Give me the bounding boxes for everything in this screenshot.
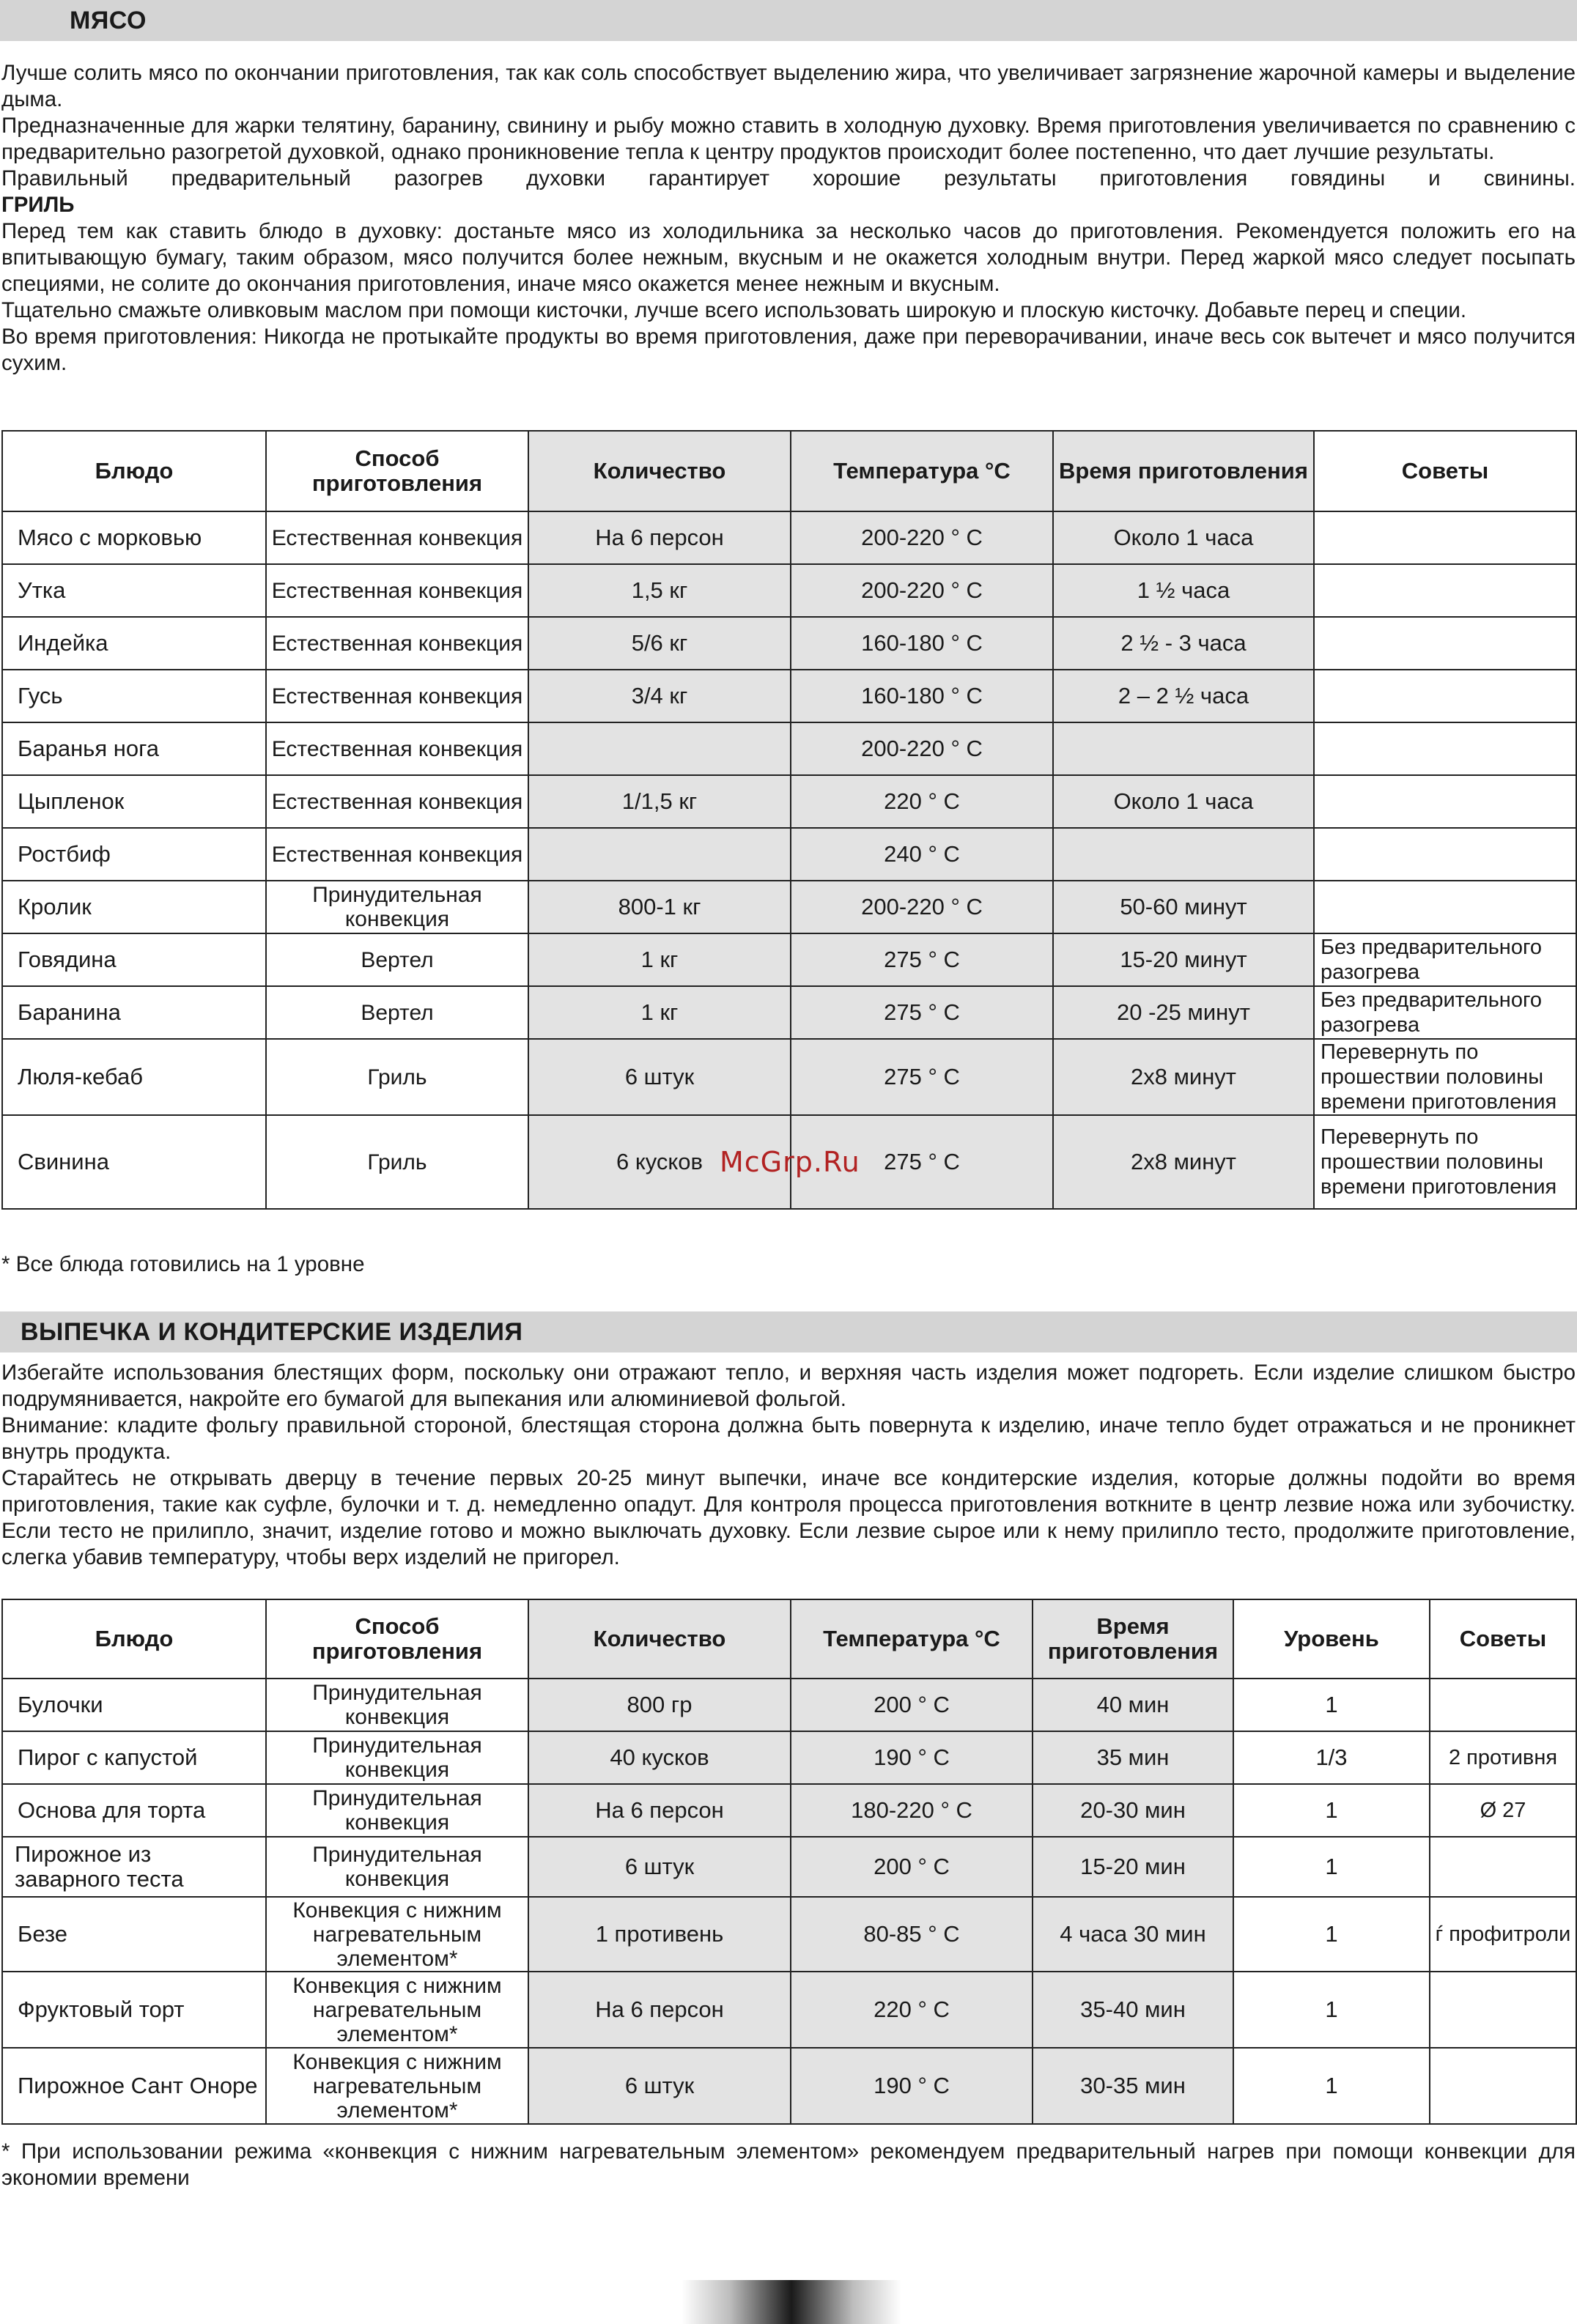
table-cell: 6 штук [528, 1039, 791, 1115]
table-row [2, 1897, 1576, 1972]
column-header: Время приготовления [1053, 431, 1314, 511]
table-cell: Гусь [2, 670, 266, 722]
table-cell: ѓ профитроли [1430, 1897, 1576, 1972]
table-cell [1314, 828, 1576, 881]
watermark-logo: McGrp.Ru [720, 1146, 860, 1178]
table-header-row [2, 1599, 1576, 1679]
column-header: Температура °C [791, 1599, 1033, 1679]
table-cell: 1 кг [528, 986, 791, 1039]
meat-footnote: * Все блюда готовились на 1 уровне [1, 1252, 365, 1276]
baking-intro-text [1, 1360, 1576, 1571]
table-cell: Естественная конвекция [266, 775, 528, 828]
table-cell: На 6 персон [528, 1972, 791, 2048]
table-cell: 800-1 кг [528, 881, 791, 933]
table-cell: Принудительная конвекция [266, 1731, 528, 1784]
table-cell: 240 ° C [791, 828, 1053, 881]
column-header: Блюдо [2, 431, 266, 511]
paragraph: Правильный предварительный разогрев духовки гарантирует хорошие результаты приготовления говядины и свинины. [1, 166, 1576, 190]
table-cell: 275 ° C [791, 986, 1053, 1039]
table-row [2, 1837, 1576, 1897]
table-cell: 40 мин [1033, 1679, 1233, 1731]
meat-intro-text [1, 60, 1576, 377]
paragraph: Предназначенные для жарки телятину, баранину, свинину и рыбу можно ставить в холодную духовку. Время приготовления увеличивается по сравнению с предварительно разогретой духовкой, однако проникновение тепла к центру продуктов происходит более постепенно, что дает лучшие результаты. [1, 114, 1576, 164]
table-cell: Ростбиф [2, 828, 266, 881]
table-cell: Принудительная конвекция [266, 881, 528, 933]
table-cell: 6 штук [528, 1837, 791, 1897]
table-cell: Свинина [2, 1115, 266, 1209]
table-row [2, 2048, 1576, 2124]
table-row [2, 670, 1576, 722]
table-cell [1314, 564, 1576, 617]
table-cell: 1 кг [528, 933, 791, 986]
table-cell [1314, 722, 1576, 775]
table-cell: 2x8 минут [1053, 1039, 1314, 1115]
table-cell: 190 ° C [791, 1731, 1033, 1784]
page-edge-tab [682, 2280, 901, 2324]
table-row [2, 933, 1576, 986]
paragraph: Внимание: кладите фольгу правильной стороной, блестящая сторона должна быть повернута к изделию, иначе тепло будет отражаться и не проникнет внутрь продукта. [1, 1413, 1576, 1464]
table-cell: Перевернуть по прошествии половины времени приготовления [1314, 1039, 1576, 1115]
table-cell: 200-220 ° C [791, 511, 1053, 564]
table-cell: 20-30 мин [1033, 1784, 1233, 1837]
table-cell: 15-20 мин [1033, 1837, 1233, 1897]
table-row [2, 511, 1576, 564]
table-row [2, 828, 1576, 881]
table-cell: 40 кусков [528, 1731, 791, 1784]
table-cell: 275 ° C [791, 1039, 1053, 1115]
table-cell: Баранина [2, 986, 266, 1039]
table-cell: 200-220 ° C [791, 722, 1053, 775]
table-cell: 200 ° C [791, 1679, 1033, 1731]
table-cell: Естественная конвекция [266, 617, 528, 670]
table-cell: Без предварительного разогрева [1314, 933, 1576, 986]
table-cell: 1 [1233, 1837, 1430, 1897]
table-cell: 220 ° C [791, 775, 1053, 828]
table-cell: 200 ° C [791, 1837, 1033, 1897]
table-cell: Безе [2, 1897, 266, 1972]
table-cell: На 6 персон [528, 1784, 791, 1837]
table-cell: Пирог с капустой [2, 1731, 266, 1784]
column-header: Советы [1430, 1599, 1576, 1679]
table-cell: Цыпленок [2, 775, 266, 828]
column-header: Количество [528, 1599, 791, 1679]
table-cell [1053, 722, 1314, 775]
table-cell: Около 1 часа [1053, 775, 1314, 828]
table-cell: Кролик [2, 881, 266, 933]
table-cell [528, 828, 791, 881]
paragraph: Во время приготовления: Никогда не протыкайте продукты во время приготовления, даже при переворачивании, иначе весь сок вытечет и мясо получится сухим. [1, 325, 1576, 375]
table-cell: 275 ° C [791, 933, 1053, 986]
table-cell: 2 противня [1430, 1731, 1576, 1784]
column-header: Время приготовления [1033, 1599, 1233, 1679]
table-cell: 160-180 ° C [791, 670, 1053, 722]
column-header: Блюдо [2, 1599, 266, 1679]
column-header: Способ приготовления [266, 431, 528, 511]
table-cell: 35-40 мин [1033, 1972, 1233, 2048]
table-cell: Естественная конвекция [266, 828, 528, 881]
table-row [2, 617, 1576, 670]
table-cell [528, 722, 791, 775]
table-cell: Основа для торта [2, 1784, 266, 1837]
column-header: Температура °C [791, 431, 1053, 511]
column-header: Советы [1314, 431, 1576, 511]
table-cell [1314, 775, 1576, 828]
table-cell: Пирожное Сант Оноре [2, 2048, 266, 2124]
table-cell: 2 ½ - 3 часа [1053, 617, 1314, 670]
table-cell: 220 ° C [791, 1972, 1033, 2048]
table-cell [1430, 1837, 1576, 1897]
meat-cooking-table [1, 430, 1577, 1210]
baking-table [1, 1599, 1577, 2125]
table-cell: Принудительная конвекция [266, 1837, 528, 1897]
table-row [2, 722, 1576, 775]
table-cell: 6 кусков [528, 1115, 791, 1209]
table-cell: 2 – 2 ½ часа [1053, 670, 1314, 722]
table-cell [1314, 511, 1576, 564]
paragraph: Перед тем как ставить блюдо в духовку: достаньте мясо из холодильника за несколько часов до приготовления. Рекомендуется положить его на впитывающую бумагу, таким образом, мясо получится более нежным, вкусным и не окажется холодным внутри. Перед жаркой мясо следует посыпать специями, не солите до окончания приготовления, иначе мясо окажется менее нежным и вкусным. [1, 219, 1576, 296]
table-row [2, 986, 1576, 1039]
table-header-row [2, 431, 1576, 511]
baking-footnote: * При использовании режима «конвекция с нижним нагревательным элементом» рекомендуем предварительный нагрев при помощи конвекции для экономии времени [1, 2139, 1576, 2190]
table-cell: 2x8 минут [1053, 1115, 1314, 1209]
table-cell: 1 [1233, 1784, 1430, 1837]
table-row [2, 564, 1576, 617]
table-cell: 1/1,5 кг [528, 775, 791, 828]
table-cell: Конвекция с нижним нагревательным элементом* [266, 1897, 528, 1972]
table-row [2, 1039, 1576, 1115]
table-cell: Ø 27 [1430, 1784, 1576, 1837]
table-cell: 30-35 мин [1033, 2048, 1233, 2124]
table-cell [1314, 617, 1576, 670]
table-cell: Булочки [2, 1679, 266, 1731]
table-cell: 200-220 ° C [791, 564, 1053, 617]
table-cell: Конвекция с нижним нагревательным элементом* [266, 1972, 528, 2048]
table-cell: Без предварительного разогрева [1314, 986, 1576, 1039]
column-header: Способ приготовления [266, 1599, 528, 1679]
table-cell: Принудительная конвекция [266, 1679, 528, 1731]
table-cell: Вертел [266, 986, 528, 1039]
table-cell: 1 противень [528, 1897, 791, 1972]
table-row [2, 1679, 1576, 1731]
table-cell: Люля-кебаб [2, 1039, 266, 1115]
table-cell: Говядина [2, 933, 266, 986]
table-cell: Естественная конвекция [266, 670, 528, 722]
table-cell: Пирожное из заварного теста [2, 1837, 266, 1897]
paragraph: Лучше солить мясо по окончании приготовления, так как соль способствует выделению жира, что увеличивает загрязнение жарочной камеры и выделение дыма. [1, 61, 1576, 111]
table-cell: Естественная конвекция [266, 722, 528, 775]
table-row [2, 1731, 1576, 1784]
table-cell: Конвекция с нижним нагревательным элементом* [266, 2048, 528, 2124]
table-cell: 160-180 ° C [791, 617, 1053, 670]
table-cell: Баранья нога [2, 722, 266, 775]
paragraph: Избегайте использования блестящих форм, поскольку они отражают тепло, и верхняя часть изделия может подгореть. Если изделие слишком быстро подрумянивается, накройте его бумагой для выпекания или алюминиевой фольгой. [1, 1361, 1576, 1411]
table-cell: 6 штук [528, 2048, 791, 2124]
table-row [2, 881, 1576, 933]
table-cell: Около 1 часа [1053, 511, 1314, 564]
table-cell: 80-85 ° C [791, 1897, 1033, 1972]
table-cell: 180-220 ° C [791, 1784, 1033, 1837]
column-header: Уровень [1233, 1599, 1430, 1679]
table-cell [1314, 670, 1576, 722]
table-cell: 50-60 минут [1053, 881, 1314, 933]
table-cell [1430, 2048, 1576, 2124]
table-cell: Естественная конвекция [266, 511, 528, 564]
section-title: МЯСО [70, 7, 147, 34]
table-cell: 275 ° C [791, 1115, 1053, 1209]
table-cell: Утка [2, 564, 266, 617]
table-cell [1053, 828, 1314, 881]
table-cell: Гриль [266, 1039, 528, 1115]
table-cell: Фруктовый торт [2, 1972, 266, 2048]
table-cell: На 6 персон [528, 511, 791, 564]
table-cell: 1/3 [1233, 1731, 1430, 1784]
table-cell: 35 мин [1033, 1731, 1233, 1784]
table-cell: 3/4 кг [528, 670, 791, 722]
column-header: Количество [528, 431, 791, 511]
table-cell: Вертел [266, 933, 528, 986]
table-row [2, 775, 1576, 828]
table-row [2, 1784, 1576, 1837]
table-cell: Индейка [2, 617, 266, 670]
section-header-meat [0, 0, 1577, 41]
table-cell: 800 гр [528, 1679, 791, 1731]
table-cell: 1 [1233, 1972, 1430, 2048]
table-cell: 5/6 кг [528, 617, 791, 670]
table-cell: Естественная конвекция [266, 564, 528, 617]
section-title: ВЫПЕЧКА И КОНДИТЕРСКИЕ ИЗДЕЛИЯ [21, 1318, 523, 1346]
section-header-baking [0, 1311, 1577, 1352]
table-cell: 1 [1233, 1679, 1430, 1731]
table-cell: Мясо с морковью [2, 511, 266, 564]
table-cell: 4 часа 30 мин [1033, 1897, 1233, 1972]
table-cell: Принудительная конвекция [266, 1784, 528, 1837]
table-cell: 1 [1233, 2048, 1430, 2124]
table-cell: 1 [1233, 1897, 1430, 1972]
table-cell: Перевернуть по прошествии половины времени приготовления [1314, 1115, 1576, 1209]
table-cell: 190 ° C [791, 2048, 1033, 2124]
paragraph: Старайтесь не открывать дверцу в течение первых 20-25 минут выпечки, иначе все кондитерские изделия, которые должны подойти во время приготовления, такие как суфле, булочки и т. д. немедленно опадут. Для контроля процесса приготовления воткните в центр лезвие ножа или зубочистку. Если тесто не прилипло, значит, изделие готово и можно выключать духовку. Если лезвие сырое или к нему прилипло тесто, продолжите приготовление, слегка убавив температуру, чтобы верх изделий не пригорел. [1, 1466, 1576, 1569]
table-cell: 200-220 ° C [791, 881, 1053, 933]
table-row [2, 1972, 1576, 2048]
paragraph: Тщательно смажьте оливковым маслом при помощи кисточки, лучше всего использовать широкую и плоскую кисточку. Добавьте перец и специи. [1, 298, 1467, 322]
table-cell: 15-20 минут [1053, 933, 1314, 986]
grill-heading: ГРИЛЬ [1, 193, 75, 217]
table-cell [1430, 1679, 1576, 1731]
table-cell: 1 ½ часа [1053, 564, 1314, 617]
table-cell: 20 -25 минут [1053, 986, 1314, 1039]
table-cell [1314, 881, 1576, 933]
table-cell: 1,5 кг [528, 564, 791, 617]
table-cell: Гриль [266, 1115, 528, 1209]
table-cell [1430, 1972, 1576, 2048]
